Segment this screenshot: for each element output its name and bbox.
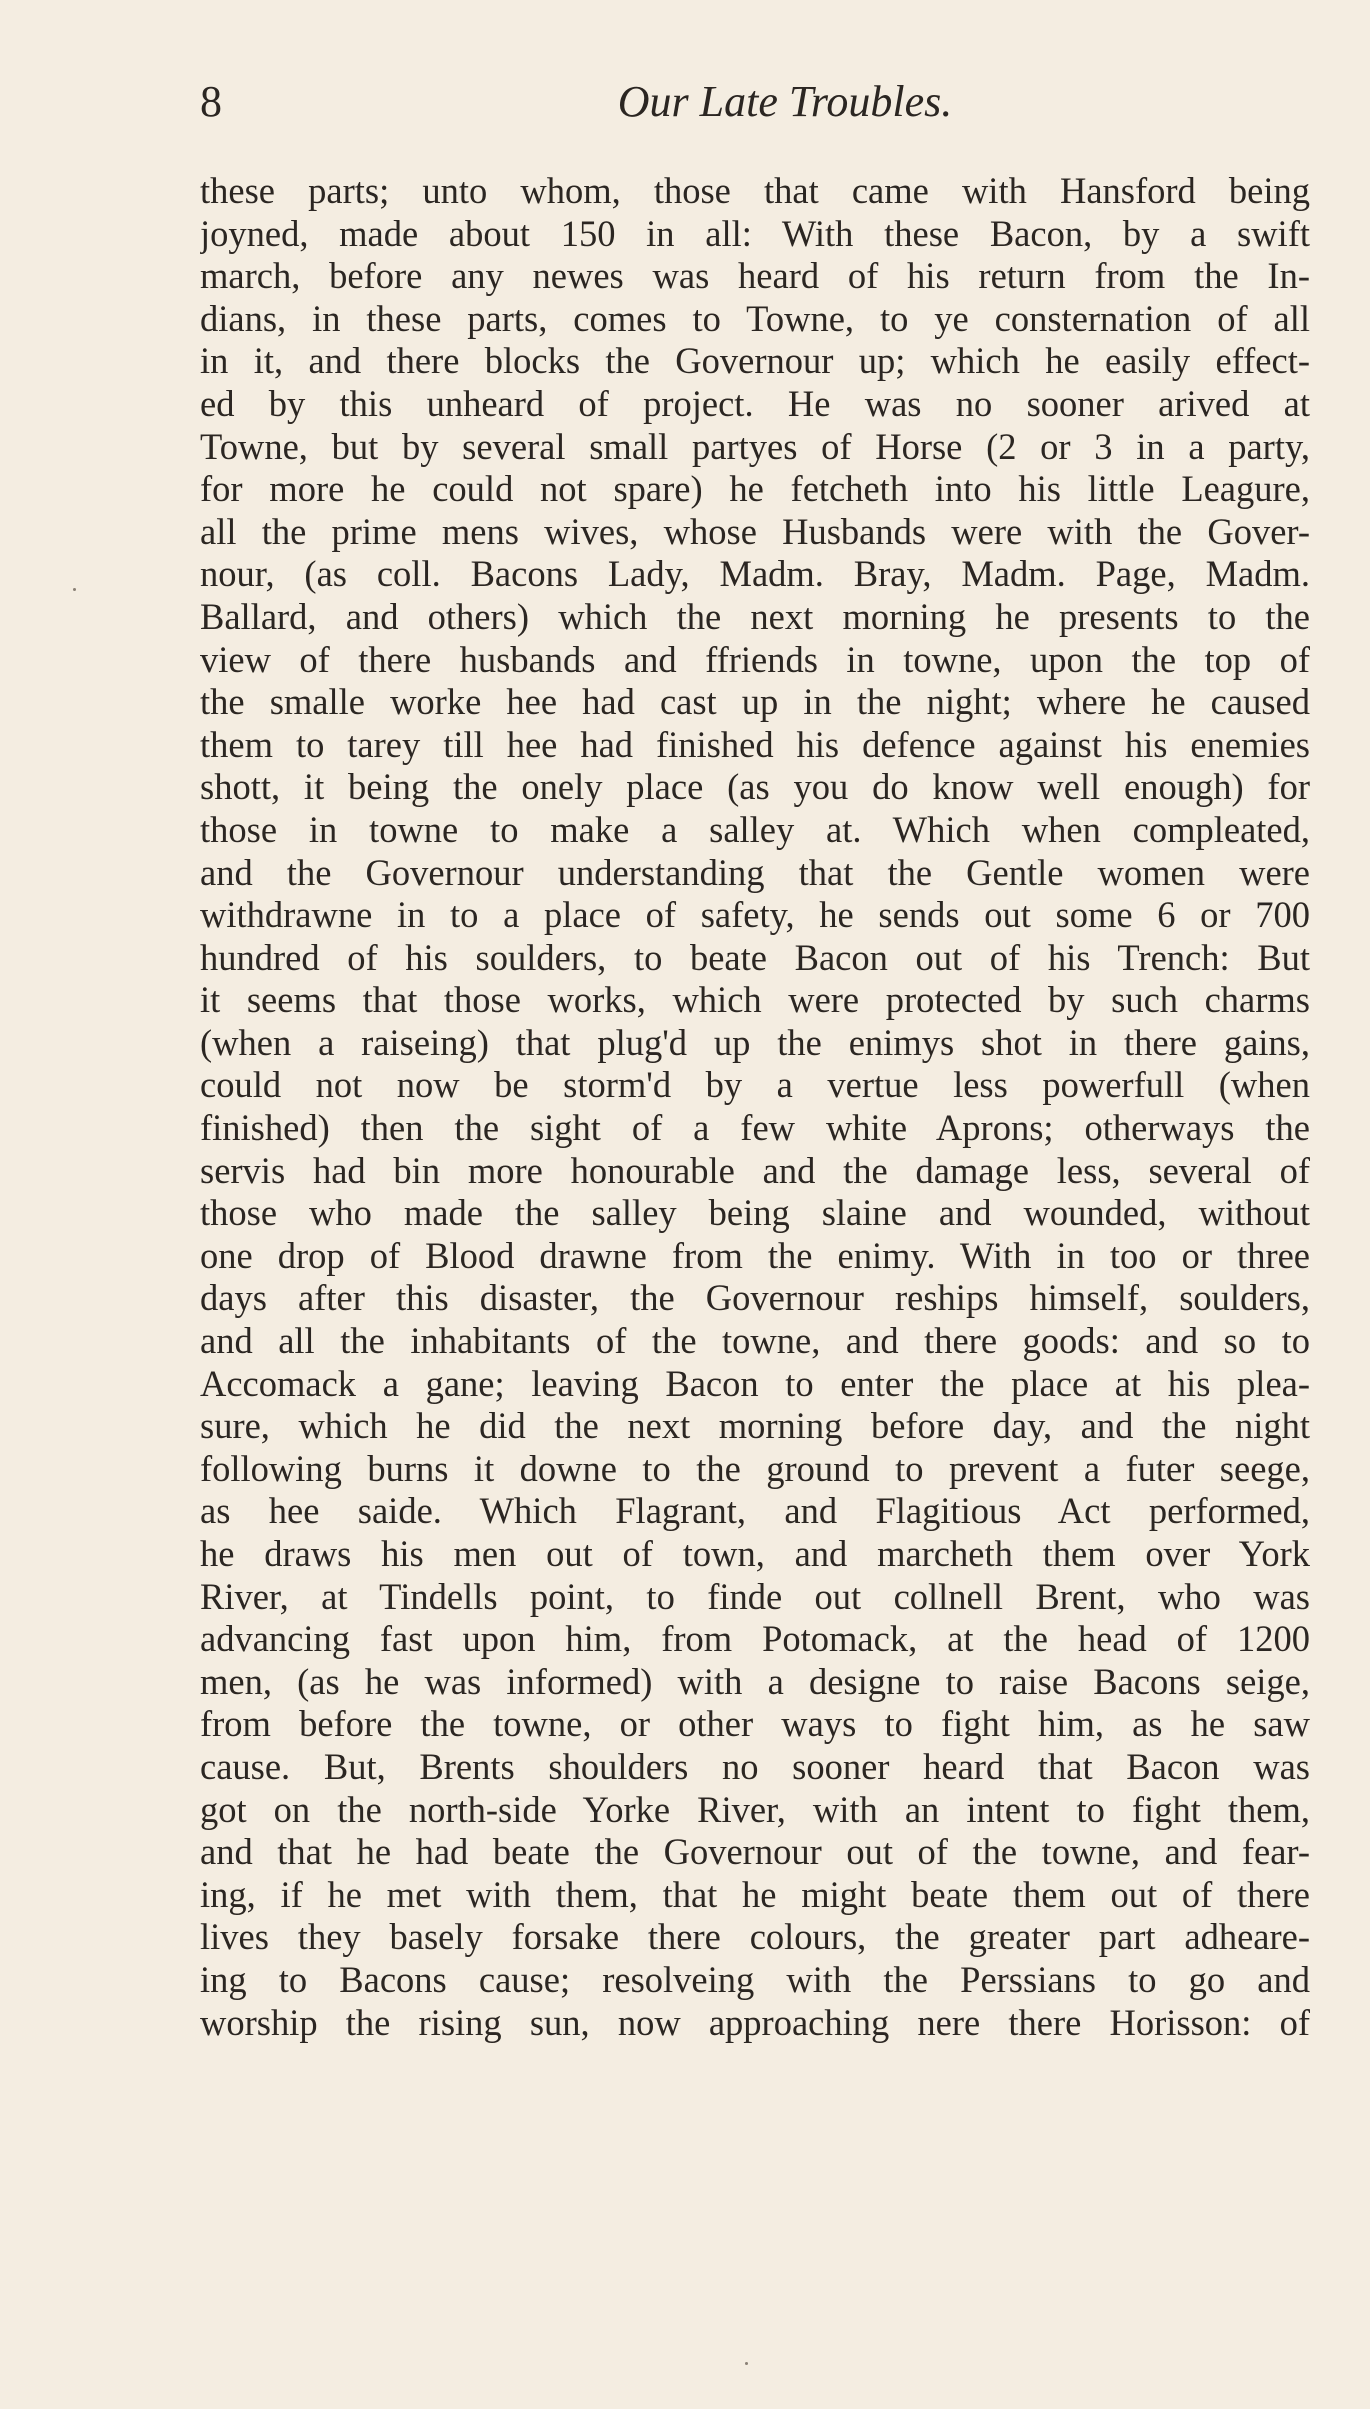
text-line: finished) then the sight of a few white Aprons; otherways the xyxy=(200,1107,1310,1149)
text-line: joyned, made about 150 in all: With these Bacon, by a swift xyxy=(200,212,1310,254)
text-line: got on the north-side Yorke River, with an intent to fight them, xyxy=(200,1788,1310,1830)
text-line: ing, if he met with them, that he might beate them out of there xyxy=(200,1873,1310,1915)
text-line: march, before any newes was heard of his return from the In- xyxy=(200,255,1310,297)
text-line: nour, (as coll. Bacons Lady, Madm. Bray, Madm. Page, Madm. xyxy=(200,553,1310,595)
body-text xyxy=(200,170,1310,2044)
text-line: Accomack a gane; leaving Bacon to enter the place at his plea- xyxy=(200,1362,1310,1404)
text-line: could not now be storm'd by a vertue less powerfull (when xyxy=(200,1064,1310,1106)
paper-speck xyxy=(745,2362,748,2365)
text-line: shott, it being the onely place (as you do know well enough) for xyxy=(200,766,1310,808)
text-line: lives they basely forsake there colours, the greater part adheare- xyxy=(200,1916,1310,1958)
text-line: it seems that those works, which were protected by such charms xyxy=(200,979,1310,1021)
text-line: (when a raiseing) that plug'd up the enimys shot in there gains, xyxy=(200,1021,1310,1063)
text-line: and all the inhabitants of the towne, and there goods: and so to xyxy=(200,1320,1310,1362)
text-line: the smalle worke hee had cast up in the night; where he caused xyxy=(200,681,1310,723)
text-line: sure, which he did the next morning before day, and the night xyxy=(200,1405,1310,1447)
text-line: these parts; unto whom, those that came with Hansford being xyxy=(200,170,1310,211)
text-line: those in towne to make a salley at. Which when compleated, xyxy=(200,808,1310,850)
text-line: ing to Bacons cause; resolveing with the Perssians to go and xyxy=(200,1958,1310,2000)
text-line: days after this disaster, the Governour reships himself, soulders, xyxy=(200,1277,1310,1319)
text-line: them to tarey till hee had finished his defence against his enemies xyxy=(200,723,1310,765)
text-line: Ballard, and others) which the next morning he presents to the xyxy=(200,595,1310,637)
running-title: Our Late Troubles. xyxy=(617,77,953,126)
text-line: in it, and there blocks the Governour up; which he easily effect- xyxy=(200,340,1310,382)
text-line: view of there husbands and ffriends in towne, upon the top of xyxy=(200,638,1310,680)
text-line: he draws his men out of town, and marcheth them over York xyxy=(200,1533,1310,1574)
text-line: from before the towne, or other ways to fight him, as he saw xyxy=(200,1703,1310,1745)
text-line: servis had bin more honourable and the damage less, several of xyxy=(200,1149,1310,1191)
text-line: one drop of Blood drawne from the enimy. With in too or three xyxy=(200,1234,1310,1276)
text-line: for more he could not spare) he fetcheth into his little Leagure, xyxy=(200,468,1310,510)
text-line: as hee saide. Which Flagrant, and Flagitious Act performed, xyxy=(200,1490,1310,1532)
text-line: all the prime mens wives, whose Husbands were with the Gover- xyxy=(200,510,1310,552)
text-line: following burns it downe to the ground to prevent a futer seege, xyxy=(200,1447,1310,1489)
text-line: those who made the salley being slaine and wounded, without xyxy=(200,1192,1310,1234)
text-line: and the Governour understanding that the Gentle women were xyxy=(200,851,1310,893)
page-number: 8 xyxy=(200,77,222,126)
text-line: Towne, but by several small partyes of Horse (2 or 3 in a party, xyxy=(200,425,1310,467)
text-line: ed by this unheard of project. He was no sooner arived at xyxy=(200,382,1310,424)
text-line: hundred of his soulders, to beate Bacon out of his Trench: But xyxy=(200,936,1310,978)
page-header xyxy=(200,62,1310,142)
text-line: River, at Tindells point, to finde out collnell Brent, who was xyxy=(200,1575,1310,1617)
text-line: worship the rising sun, now approaching nere there Horisson: of xyxy=(200,2001,1310,2043)
text-line: cause. But, Brents shoulders no sooner heard that Bacon was xyxy=(200,1745,1310,1787)
text-line: dians, in these parts, comes to Towne, to ye consternation of all xyxy=(200,297,1310,339)
paper-speck xyxy=(73,588,76,591)
text-line: and that he had beate the Governour out of the towne, and fear- xyxy=(200,1831,1310,1873)
text-line: withdrawne in to a place of safety, he sends out some 6 or 700 xyxy=(200,894,1310,936)
text-line: advancing fast upon him, from Potomack, at the head of 1200 xyxy=(200,1618,1310,1660)
text-line: men, (as he was informed) with a designe to raise Bacons seige, xyxy=(200,1660,1310,1702)
